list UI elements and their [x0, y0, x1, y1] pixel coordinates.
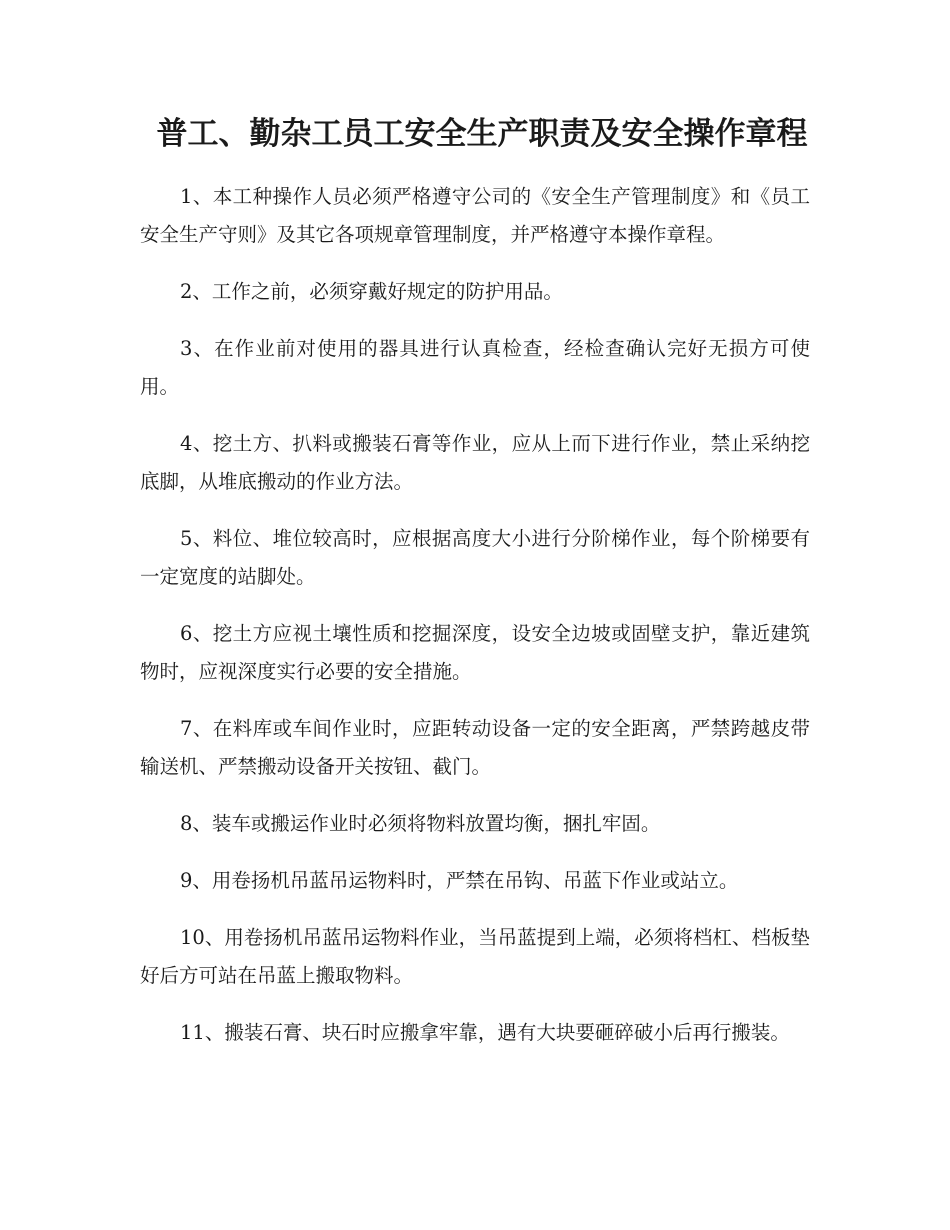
clause-8: 8、装车或搬运作业时必须将物料放置均衡，捆扎牢固。 [180, 812, 661, 835]
clause-11: 11、搬装石膏、块石时应搬拿牢靠，遇有大块要砸碎破小后再行搬装。 [180, 1021, 790, 1044]
clause-2: 2、工作之前，必须穿戴好规定的防护用品。 [180, 280, 563, 303]
clause-list [140, 178, 810, 1052]
clause-9: 9、用卷扬机吊蓝吊运物料时，严禁在吊钩、吊蓝下作业或站立。 [180, 869, 739, 892]
clause-1: 1、本工种操作人员必须严格遵守公司的《安全生产管理制度》和《员工安全生产守则》及其它各项规章管理制度，并严格遵守本操作章程。 [140, 185, 810, 246]
clause-7: 7、在料库或车间作业时，应距转动设备一定的安全距离，严禁跨越皮带输送机、严禁搬动设备开关按钮、截门。 [140, 717, 810, 778]
clause-10: 10、用卷扬机吊蓝吊运物料作业，当吊蓝提到上端，必须将档杠、档板垫好后方可站在吊蓝上搬取物料。 [140, 926, 810, 987]
clause-3: 3、在作业前对使用的器具进行认真检查，经检查确认完好无损方可使用。 [140, 337, 810, 398]
clause-5: 5、料位、堆位较高时，应根据高度大小进行分阶梯作业，每个阶梯要有一定宽度的站脚处。 [140, 527, 810, 588]
clause-6: 6、挖土方应视土壤性质和挖掘深度，设安全边坡或固壁支护，靠近建筑物时，应视深度实行必要的安全措施。 [140, 622, 810, 683]
clause-4: 4、挖土方、扒料或搬装石膏等作业，应从上而下进行作业，禁止采纳挖底脚，从堆底搬动的作业方法。 [140, 432, 810, 493]
document-title: 普工、勤杂工员工安全生产职责及安全操作章程 [156, 116, 808, 152]
